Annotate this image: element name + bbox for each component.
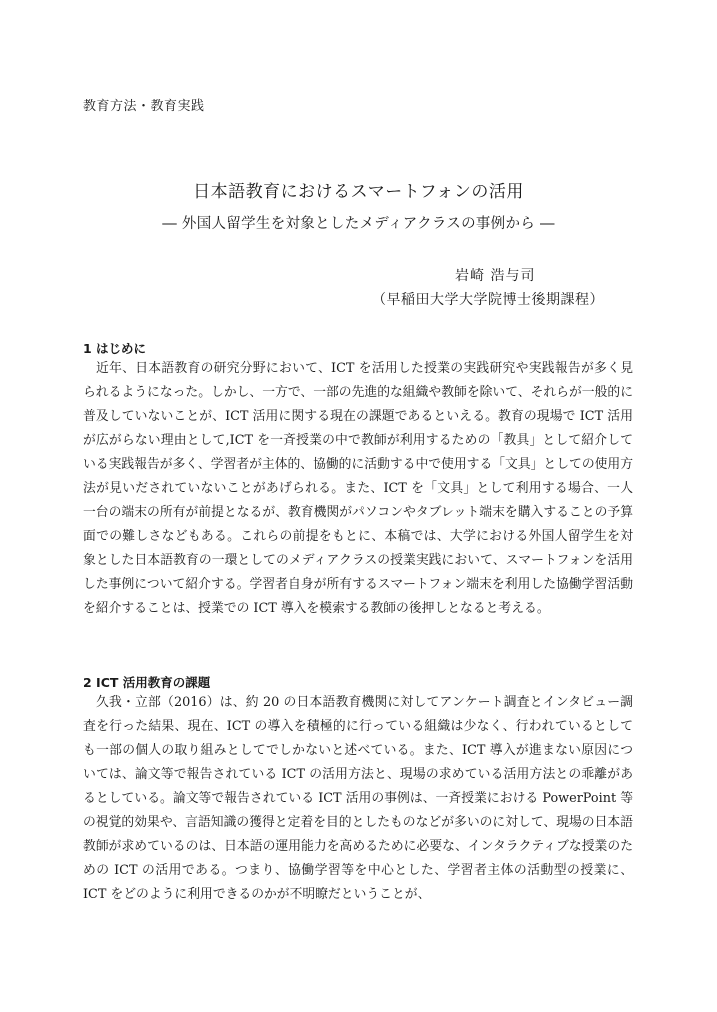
section-heading-introduction: 1 はじめに (83, 341, 147, 356)
paper-title: 日本語教育におけるスマートフォンの活用 (193, 182, 524, 202)
section-body-introduction: 近年、日本語教育の研究分野において、ICT を活用した授業の実践研究や実践報告が多く見られるようになった。しかし、一方で、一部の先進的な組織や教師を除いて、それらが一般的に普及していないことが、ICT 活用に関する現在の課題であるといえる。教育の現場で ICT 活用が広がらない理由として,ICT を一斉授業の中で教師が利用するための「教具」として紹介している実践報告が多く、学習者が主体的、協働的に活動する中で使用する「文具」としての使用方法が見いだされていないことがあげられる。また、ICT を「文具」として利用する場合、一人一台の端末の所有が前提となるが、教育機関がパソコンやタブレット端末を購入することの予算面での難しさなどもある。これらの前提をもとに、本稿では、大学における外国人留学生を対象とした日本語教育の一環としてのメディアクラスの授業実践において、スマートフォンを活用した事例について紹介する。学習者自身が所有するスマートフォン端末を利用した協働学習活動を紹介することは、授業での ICT 導入を模索する教師の後押しとなると考える。 (83, 361, 634, 616)
paper-subtitle: ― 外国人留学生を対象としたメディアクラスの事例から ― (162, 216, 555, 232)
author-name: 岩崎 浩与司 (455, 268, 536, 284)
author-affiliation: （早稲田大学大学院博士後期課程） (372, 292, 604, 308)
category-label: 教育方法・教育実践 (83, 99, 205, 114)
section-body-ict-issues: 久我・立部（2016）は、約 20 の日本語教育機関に対してアンケート調査とインタビュー調査を行った結果、現在、ICT の導入を積極的に行っている組織は少なく、行われているとしても一部の個人の取り組みとしてでしかないと述べている。また、ICT 導入が進まない原因については、論文等で報告されている ICT の活用方法と、現場の求めている活用方法との乖離があるとしている。論文等で報告されている ICT 活用の事例は、一斉授業における PowerPoint 等の視覚的効果や、言語知識の獲得と定着を目的としたものなどが多いのに対して、現場の日本語教師が求めているのは、日本語の運用能力を高めるために必要な、インタラクティブな授業のための ICT の活用である。つまり、協働学習等を中心とした、学習者主体の活動型の授業に、ICT をどのように利用できるのかが不明瞭だということが、 (83, 695, 633, 902)
section-heading-ict-issues: 2 ICT 活用教育の課題 (83, 675, 211, 690)
